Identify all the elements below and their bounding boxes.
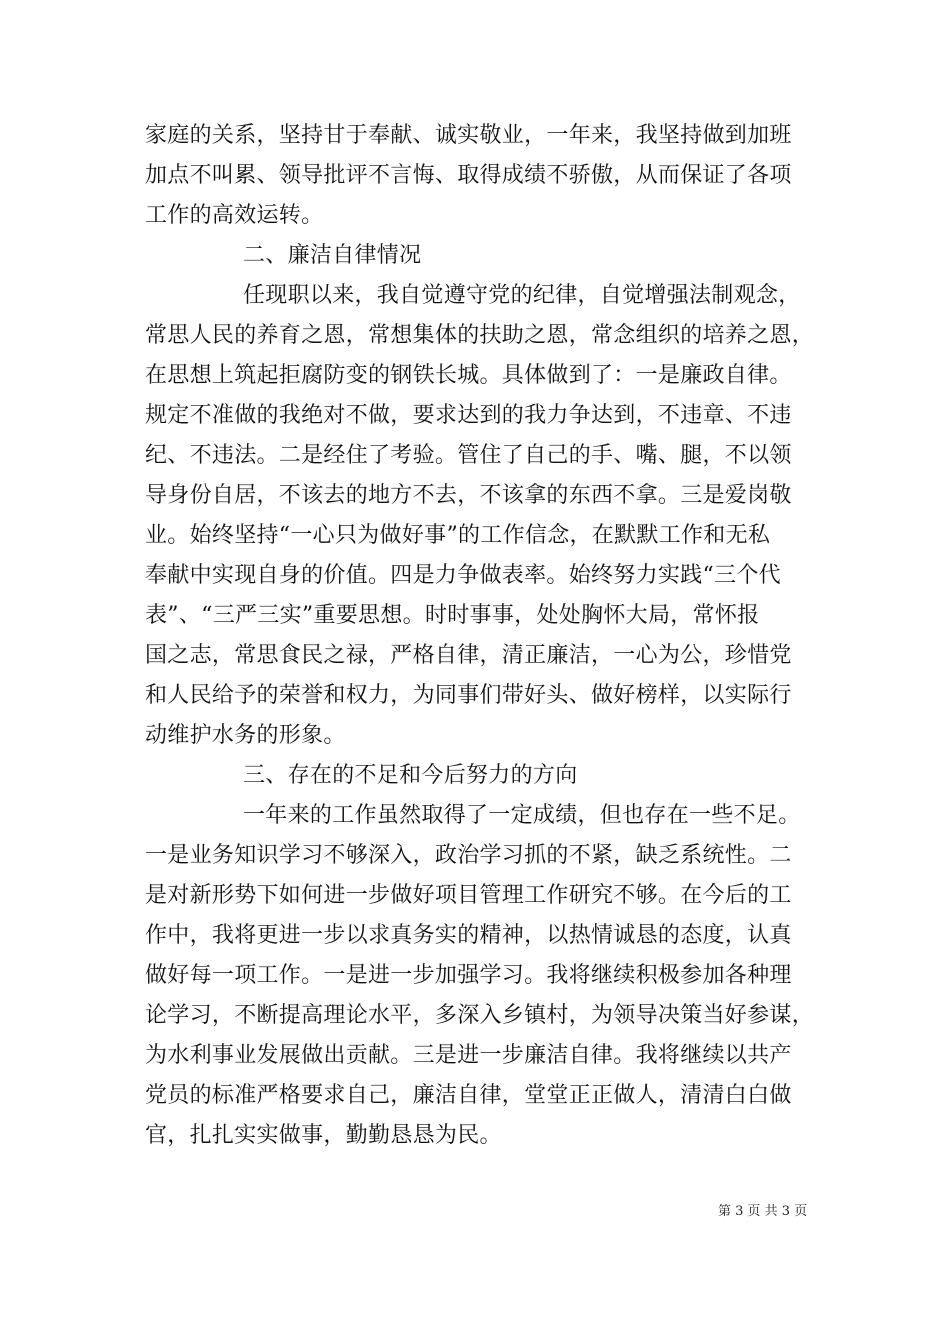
body-line: 国之志，常思食民之禄，严格自律，清正廉洁，一心为公，珍惜党: [145, 643, 792, 668]
section-heading: 三、存在的不足和今后努力的方向: [243, 763, 578, 788]
body-line: 是对新形势下如何进一步做好项目管理工作研究不够。在今后的工: [145, 883, 792, 908]
body-line: 规定不准做的我绝对不做，要求达到的我力争达到，不违章、不违: [145, 403, 792, 428]
body-line: 为水利事业发展做出贡献。三是进一步廉洁自律。我将继续以共产: [145, 1043, 792, 1068]
body-line: 动维护水务的形象。: [145, 723, 346, 748]
body-line: 论学习，不断提高理论水平，多深入乡镇村，为领导决策当好参谋，: [145, 1003, 815, 1028]
body-line: 奉献中实现自身的价值。四是力争做表率。始终努力实践“三个代: [145, 563, 781, 588]
body-line: 作中，我将更进一步以求真务实的精神，以热情诚恳的态度，认真: [145, 923, 792, 948]
page-number: 第 3 页 共 3 页: [718, 1204, 808, 1219]
body-line: 一是业务知识学习不够深入，政治学习抓的不紧，缺乏系统性。二: [145, 843, 792, 868]
section-heading: 二、廉洁自律情况: [243, 243, 422, 268]
body-line: 官，扎扎实实做事，勤勤恳恳为民。: [145, 1123, 502, 1148]
body-line: 业。始终坚持“一心只为做好事”的工作信念，在默默工作和无私: [145, 523, 771, 548]
body-line: 纪、不违法。二是经住了考验。管住了自己的手、嘴、腿，不以领: [145, 443, 792, 468]
body-line: 表”、“三严三实”重要思想。时时事事，处处胸怀大局，常怀报: [145, 603, 760, 628]
body-line: 在思想上筑起拒腐防变的钢铁长城。具体做到了：一是廉政自律。: [145, 363, 792, 388]
body-line: 任现职以来，我自觉遵守党的纪律，自觉增强法制观念，: [243, 283, 801, 308]
body-line: 党员的标准严格要求自己，廉洁自律，堂堂正正做人，清清白白做: [145, 1083, 792, 1108]
body-line: 做好每一项工作。一是进一步加强学习。我将继续积极参加各种理: [145, 963, 792, 988]
body-line: 常思人民的养育之恩，常想集体的扶助之恩，常念组织的培养之恩，: [145, 323, 815, 348]
body-line: 加点不叫累、领导批评不言悔、取得成绩不骄傲，从而保证了各项: [145, 163, 792, 188]
body-line: 家庭的关系，坚持甘于奉献、诚实敬业，一年来，我坚持做到加班: [145, 123, 792, 148]
body-line: 和人民给予的荣誉和权力，为同事们带好头、做好榜样，以实际行: [145, 683, 792, 708]
body-line: 导身份自居，不该去的地方不去，不该拿的东西不拿。三是爱岗敬: [145, 483, 792, 508]
body-line: 工作的高效运转。: [145, 203, 324, 228]
body-line: 一年来的工作虽然取得了一定成绩，但也存在一些不足。: [243, 803, 801, 828]
